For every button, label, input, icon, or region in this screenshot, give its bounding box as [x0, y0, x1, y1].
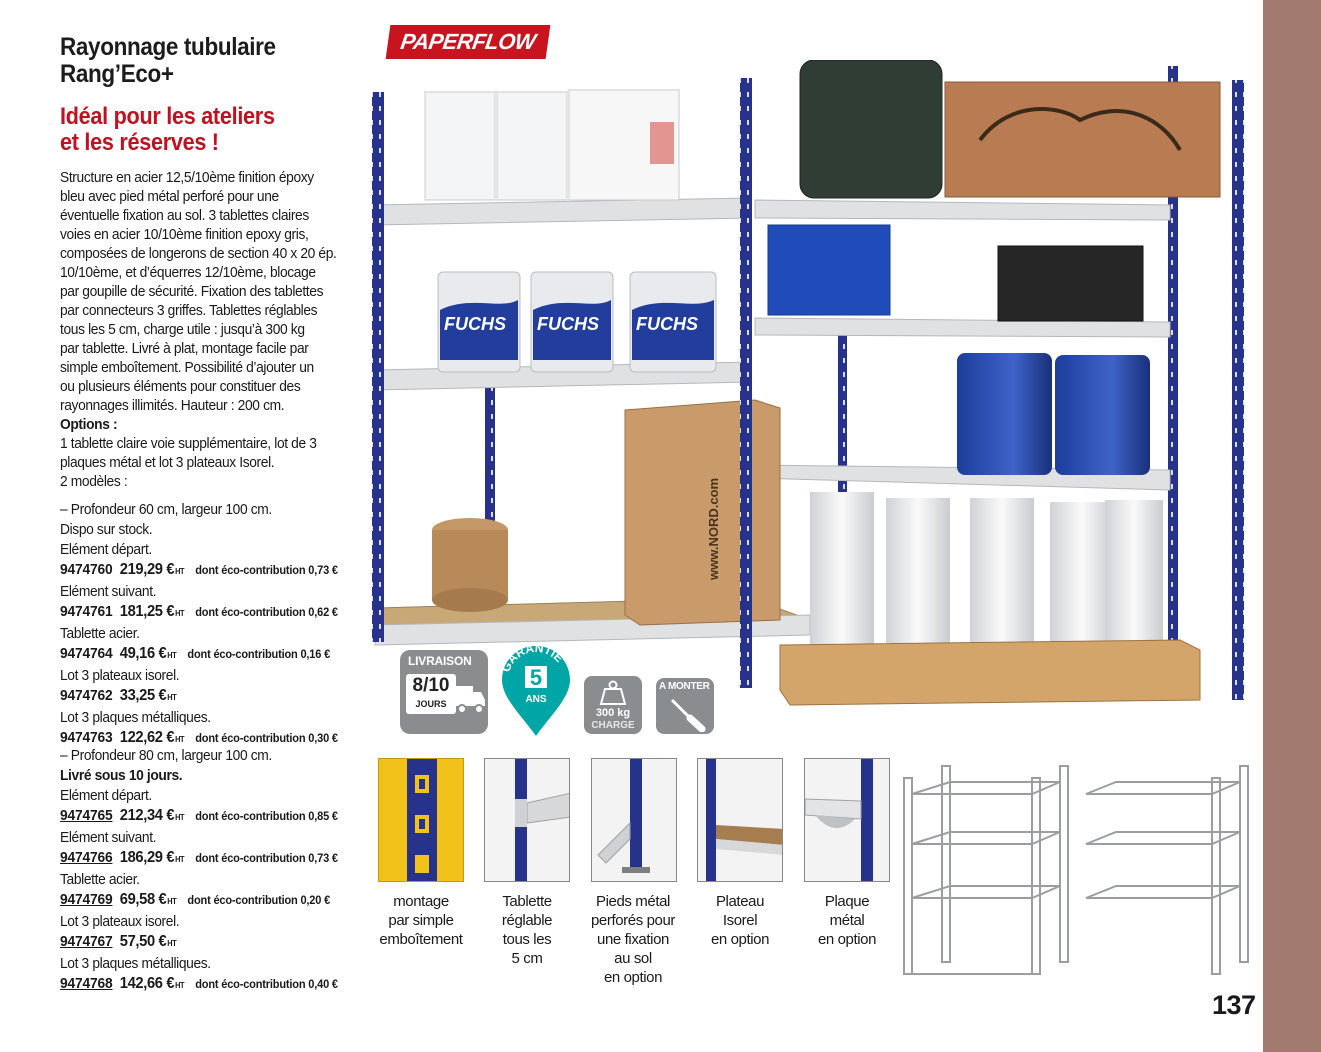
- availability-note: Dispo sur stock.: [60, 521, 153, 538]
- carton-label: www.NORD.com: [706, 477, 721, 580]
- product-reference: 9474763: [60, 729, 113, 746]
- description-line: par goupille de sécurité. Fixation des tablettes: [60, 283, 324, 300]
- film-roll: [1050, 502, 1114, 662]
- caption-line: réglable: [501, 912, 553, 929]
- price: 122,62 €: [119, 729, 175, 746]
- item-label: Lot 3 plaques métalliques.: [60, 709, 211, 726]
- warranty-arc-text: GARANTIE: [498, 640, 567, 675]
- film-roll: [886, 498, 950, 664]
- caption-line: au sol: [614, 950, 652, 967]
- delivery-title: LIVRAISON: [408, 654, 472, 668]
- eco-contribution: dont éco-contribution 0,40 €: [195, 977, 338, 991]
- paperflow-logo: [386, 25, 551, 59]
- tool-case: [800, 60, 942, 198]
- price: 186,29 €: [119, 849, 175, 866]
- description-line: ou plusieurs éléments pour constituer des: [60, 378, 301, 395]
- product-reference: 9474764: [60, 645, 113, 662]
- caption-line: emboîtement: [379, 931, 463, 948]
- feature-thumb-isorel: [697, 758, 783, 882]
- weight-icon: [599, 680, 627, 706]
- feature-thumb-feet: [591, 758, 677, 882]
- price-line: [60, 974, 373, 996]
- clip-detail-image: [379, 759, 464, 882]
- caption-line: Isorel: [722, 912, 758, 929]
- upright: [740, 78, 752, 688]
- caption-line: en option: [603, 969, 663, 986]
- price: 219,29 €: [119, 561, 175, 578]
- carton-label: [650, 122, 674, 164]
- blue-jerrycan: [957, 353, 1052, 475]
- availability-note: Livré sous 10 jours.: [60, 767, 183, 784]
- feature-caption-feet: [578, 892, 688, 987]
- product-reference: 9474760: [60, 561, 113, 578]
- long-carton: [945, 82, 1220, 197]
- caption-line: Plaque: [824, 893, 870, 910]
- ht-mark: HT: [175, 855, 185, 864]
- price-line: [60, 560, 373, 582]
- eco-contribution: dont éco-contribution 0,16 €: [187, 647, 331, 661]
- options-heading: Options :: [60, 416, 118, 433]
- item-label: Elément suivant.: [60, 829, 157, 846]
- feature-caption-isorel: [685, 892, 795, 949]
- adjustable-shelf-image: [485, 759, 570, 882]
- product-description: [60, 168, 364, 491]
- shelf: [755, 200, 1170, 220]
- blue-boxes: [768, 225, 890, 315]
- model-60cm-price-list: [60, 500, 400, 750]
- fuchs-drum: [438, 272, 520, 372]
- caption-line: montage: [393, 893, 449, 910]
- price-line: [60, 686, 373, 708]
- tape-roll: [432, 588, 508, 612]
- ht-mark: HT: [167, 693, 177, 702]
- ht-mark: HT: [167, 897, 177, 906]
- product-reference: 9474761: [60, 603, 113, 620]
- product-reference: 9474766: [60, 849, 113, 866]
- product-reference: 9474767: [60, 933, 113, 950]
- film-roll: [810, 492, 874, 662]
- eco-contribution: dont éco-contribution 0,73 €: [195, 851, 338, 865]
- perforated-feet-image: [592, 759, 677, 882]
- wooden-pallet: [780, 640, 1200, 705]
- item-label: Elément suivant.: [60, 583, 157, 600]
- description-line: Structure en acier 12,5/10ème finition époxy: [60, 169, 314, 186]
- load-value: 300 kg: [595, 707, 631, 719]
- add-on-element-drawing: [1080, 764, 1256, 982]
- feature-thumb-clip: [378, 758, 464, 882]
- title-line: Rang’Eco+: [60, 60, 174, 88]
- delivery-days: 8/10: [412, 675, 450, 696]
- logo-text: PAPERFLOW: [399, 29, 538, 54]
- shelving-product-photo: [360, 60, 1260, 750]
- warranty-unit: ANS: [525, 694, 547, 705]
- item-label: Tablette acier.: [60, 625, 140, 642]
- blue-jerrycan: [1055, 355, 1150, 475]
- fuchs-drum: [531, 272, 613, 372]
- item-label: Elément départ.: [60, 787, 152, 804]
- caption-line: par simple: [388, 912, 454, 929]
- price: 181,25 €: [119, 603, 175, 620]
- warranty-years: 5: [529, 665, 543, 690]
- feature-caption-mounting: [366, 892, 476, 949]
- ht-mark: HT: [167, 939, 177, 948]
- warranty-badge: [498, 640, 574, 738]
- load-capacity-badge: [584, 676, 642, 734]
- caption-line: tous les: [502, 931, 552, 948]
- product-reference: 9474765: [60, 807, 113, 824]
- feature-thumb-adjustable: [484, 758, 570, 882]
- product-title: [60, 34, 346, 88]
- product-reference: 9474762: [60, 687, 113, 704]
- subtitle-line: et les réserves !: [60, 129, 219, 156]
- price-line: [60, 644, 373, 666]
- starter-element-drawing: [896, 764, 1076, 982]
- model-header: – Profondeur 80 cm, largeur 100 cm.: [60, 747, 272, 764]
- price-line: [60, 806, 373, 828]
- caption-line: en option: [817, 931, 877, 948]
- delivery-unit: JOURS: [415, 699, 447, 709]
- upright: [1232, 80, 1244, 700]
- model-header: – Profondeur 60 cm, largeur 100 cm.: [60, 501, 272, 518]
- description-line: par connecteurs 3 griffes. Tablettes réglables: [60, 302, 318, 319]
- truck-icon: [454, 680, 486, 716]
- item-label: Lot 3 plaques métalliques.: [60, 955, 211, 972]
- drum-label: FUCHS: [537, 314, 599, 334]
- feature-thumb-metal-plate: [804, 758, 890, 882]
- product-subtitle: [60, 104, 346, 156]
- isorel-plate-image: [698, 759, 783, 882]
- price-line: [60, 932, 373, 954]
- delivery-badge: [400, 650, 488, 734]
- description-line: simple emboîtement. Possibilité d’ajouter un: [60, 359, 314, 376]
- black-crates: [998, 246, 1143, 321]
- assembly-badge: [656, 678, 714, 734]
- metal-plate-image: [805, 759, 890, 882]
- page-edge-band: [1263, 0, 1321, 1052]
- price-line: [60, 890, 373, 912]
- nord-carton: [625, 400, 780, 625]
- item-label: Lot 3 plateaux isorel.: [60, 667, 180, 684]
- screwdriver-icon: [666, 694, 706, 732]
- description-line: éventuelle fixation au sol. 3 tablettes claires: [60, 207, 309, 224]
- film-roll: [970, 498, 1034, 664]
- feature-caption-adjustable: [472, 892, 582, 968]
- subtitle-line: Idéal pour les ateliers: [60, 103, 275, 130]
- eco-contribution: dont éco-contribution 0,73 €: [195, 563, 338, 577]
- film-roll: [1105, 500, 1163, 650]
- ht-mark: HT: [167, 651, 177, 660]
- title-line: Rayonnage tubulaire: [60, 33, 276, 61]
- description-line: bleu avec pied métal perforé pour une: [60, 188, 279, 205]
- caption-line: 5 cm: [511, 950, 543, 967]
- eco-contribution: dont éco-contribution 0,20 €: [187, 893, 331, 907]
- white-carton: [425, 92, 495, 200]
- drum-label: FUCHS: [636, 314, 698, 334]
- price: 49,16 €: [119, 645, 167, 662]
- drum-label: FUCHS: [444, 314, 506, 334]
- ht-mark: HT: [175, 567, 185, 576]
- price-line: [60, 848, 373, 870]
- load-label: CHARGE: [591, 720, 635, 731]
- ht-mark: HT: [175, 609, 185, 618]
- product-reference: 9474768: [60, 975, 113, 992]
- caption-line: perforés pour: [590, 912, 676, 929]
- price: 57,50 €: [119, 933, 167, 950]
- upright: [372, 92, 384, 642]
- delivery-days-box: [406, 674, 456, 714]
- item-label: Tablette acier.: [60, 871, 140, 888]
- caption-line: Tablette: [502, 893, 552, 910]
- eco-contribution: dont éco-contribution 0,30 €: [195, 731, 338, 745]
- page-number: 137: [1212, 990, 1256, 1020]
- price-line: [60, 602, 373, 624]
- description-line: voies en acier 10/10ème finition epoxy gris,: [60, 226, 309, 243]
- product-text-column: [60, 34, 378, 491]
- feature-caption-metal-plate: [792, 892, 902, 949]
- options-line: plaques métal et lot 3 plateaux Isorel.: [60, 454, 275, 471]
- description-line: 10/10ème, et d’équerres 12/10ème, blocage: [60, 264, 316, 281]
- description-line: par tablette. Livré à plat, montage facile par: [60, 340, 309, 357]
- eco-contribution: dont éco-contribution 0,62 €: [195, 605, 338, 619]
- fuchs-drum: [630, 272, 716, 372]
- ht-mark: HT: [175, 981, 185, 990]
- item-label: Lot 3 plateaux isorel.: [60, 913, 180, 930]
- ht-mark: HT: [175, 735, 185, 744]
- eco-contribution: dont éco-contribution 0,85 €: [195, 809, 338, 823]
- item-label: Elément départ.: [60, 541, 152, 558]
- price: 212,34 €: [119, 807, 175, 824]
- assembly-label: A MONTER: [659, 681, 710, 692]
- white-carton: [497, 92, 567, 200]
- ht-mark: HT: [175, 813, 185, 822]
- description-line: tous les 5 cm, charge utile : jusqu’à 300 kg: [60, 321, 305, 338]
- description-line: composées de longerons de section 40 x 20 ép.: [60, 245, 337, 262]
- shelf: [375, 198, 750, 225]
- product-reference: 9474769: [60, 891, 113, 908]
- caption-line: une fixation: [597, 931, 669, 948]
- caption-line: métal: [829, 912, 865, 929]
- price: 142,66 €: [119, 975, 175, 992]
- model-80cm-price-list: [60, 746, 400, 996]
- caption-line: Plateau: [715, 893, 765, 910]
- options-line: 2 modèles :: [60, 473, 128, 490]
- price: 33,25 €: [119, 687, 167, 704]
- options-line: 1 tablette claire voie supplémentaire, lot de 3: [60, 435, 317, 452]
- caption-line: Pieds métal: [596, 893, 670, 910]
- price: 69,58 €: [119, 891, 167, 908]
- description-line: rayonnages illimités. Hauteur : 200 cm.: [60, 397, 285, 414]
- caption-line: en option: [710, 931, 770, 948]
